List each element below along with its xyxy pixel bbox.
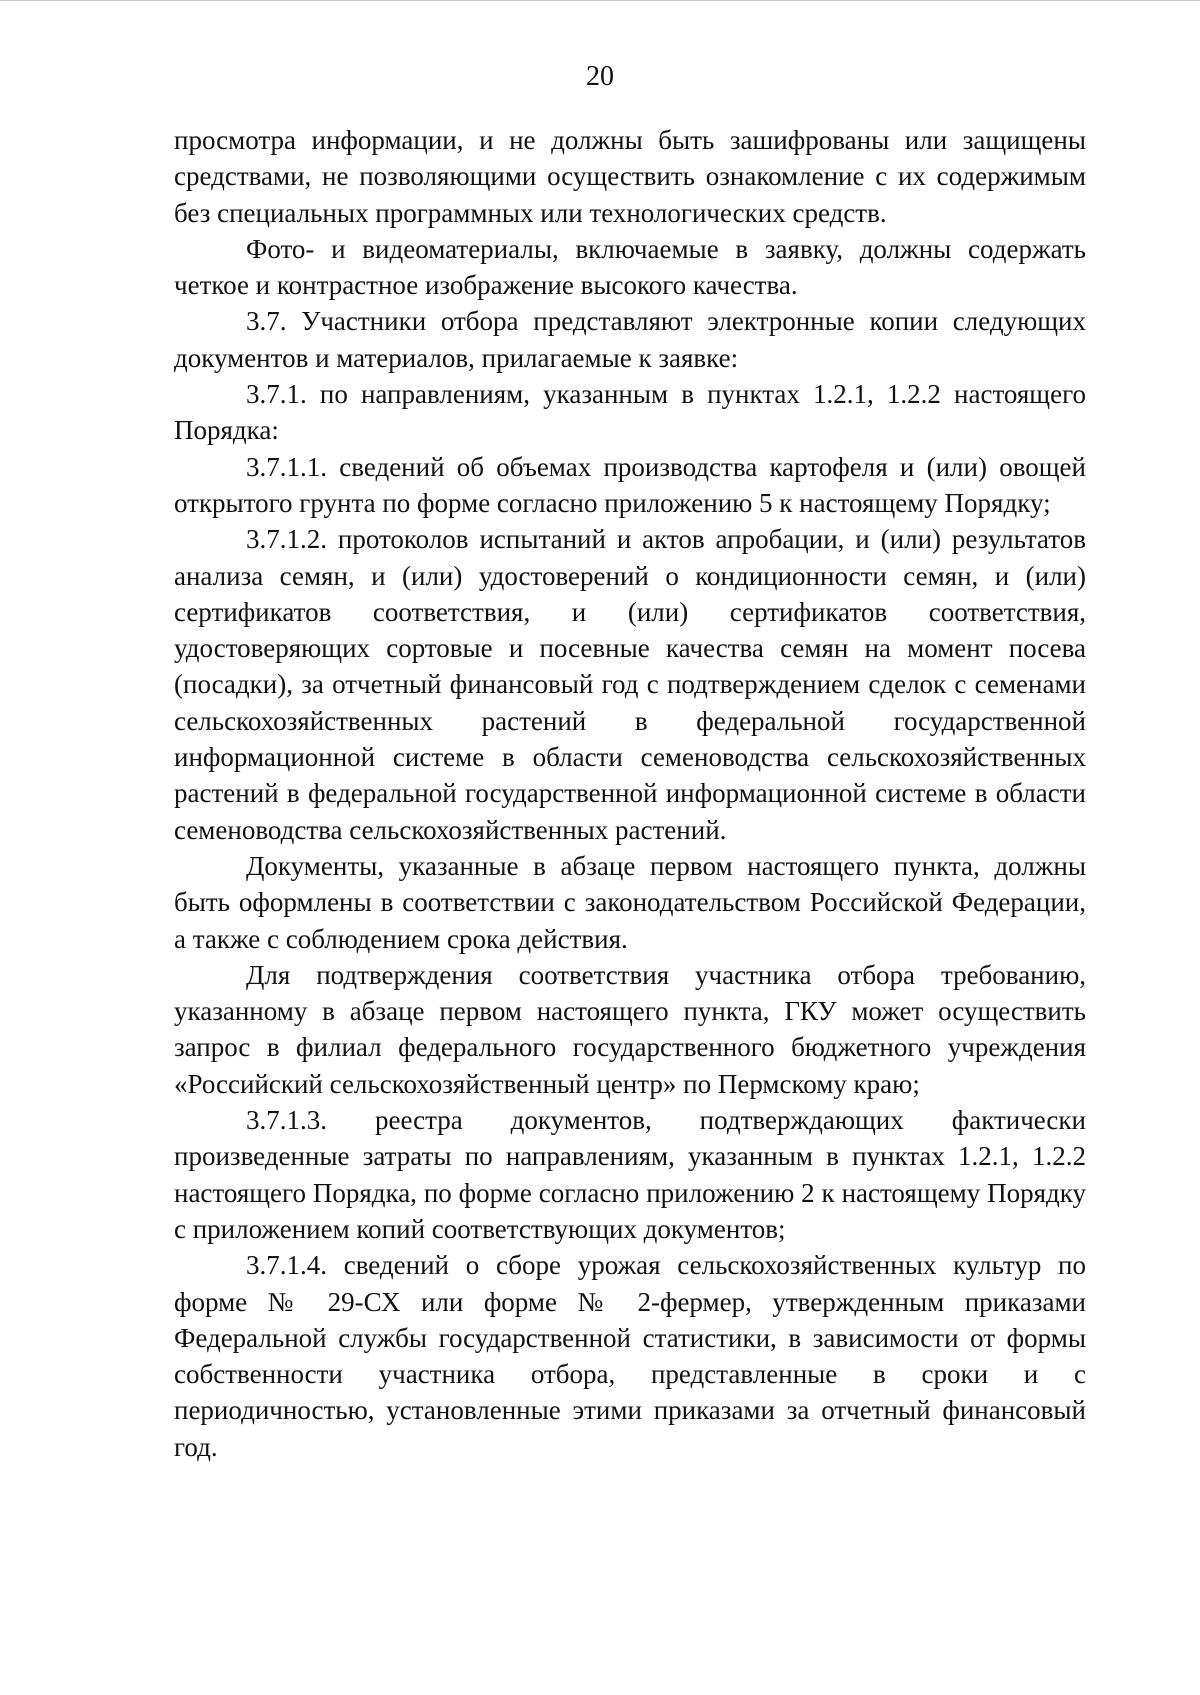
paragraph-photo-video: Фото- и видеоматериалы, включаемые в заявку, должны содержать четкое и контрастное изображение высокого качества. (174, 233, 1086, 301)
document-body (174, 122, 1086, 1465)
page-number: 20 (586, 61, 614, 92)
paragraph-3-7-1-3: 3.7.1.3. реестра документов, подтверждающих фактически произведенные затраты по направлениям, указанным в пунктах 1.2.1, 1.2.2 настоящего Порядка, по форме согласно приложению 2 к настоящему Порядку с приложением копий соответствующих документов; (174, 1105, 1086, 1244)
paragraph-3-7-1-2: 3.7.1.2. протоколов испытаний и актов апробации, и (или) результатов анализа семян, и (или) удостоверений о кондиционности семян, и (или) сертификатов соответствия, и (или) сертификатов соответствия, удостоверяющих сортовые и посевные качества семян на момент посева (посадки), за отчетный финансовый год с подтверждением сделок с семенами сельскохозяйственных растений в федеральной государственной информационной системе в области семеноводства сельскохозяйственных растений в федеральной государственной информационной системе в области семеноводства сельскохозяйственных растений. (174, 524, 1086, 845)
paragraph-3-7-1-4: 3.7.1.4. сведений о сборе урожая сельскохозяйственных культур по форме № 29-СХ или форме № 2-фермер, утвержденным приказами Федеральной службы государственной статистики, в зависимости от формы собственности участника отбора, представленные в сроки и с периодичностью, установленные этими приказами за отчетный финансовый год. (174, 1250, 1086, 1462)
page-top-edge (0, 0, 1200, 1)
paragraph-3-7: 3.7. Участники отбора представляют электронные копии следующих документов и материалов, прилагаемые к заявке: (174, 306, 1086, 373)
paragraph-confirmation: Для подтверждения соответствия участника отбора требованию, указанному в абзаце первом настоящего пункта, ГКУ может осуществить запрос в филиал федерального государственного бюджетного учреждения «Российский сельскохозяйственный центр» по Пермскому краю; (174, 959, 1086, 1099)
paragraph-continuation: просмотра информации, и не должны быть зашифрованы или защищены средствами, не позволяющими осуществить ознакомление с их содержимым без специальных программных или технологических средств. (174, 125, 1086, 228)
paragraph-3-7-1: 3.7.1. по направлениям, указанным в пунктах 1.2.1, 1.2.2 настоящего Порядка: (174, 379, 1086, 446)
paragraph-3-7-1-1: 3.7.1.1. сведений об объемах производства картофеля и (или) овощей открытого грунта по форме согласно приложению 5 к настоящему Порядку; (174, 451, 1086, 518)
paragraph-documents: Документы, указанные в абзаце первом настоящего пункта, должны быть оформлены в соответствии с законодательством Российской Федерации, а также с соблюдением срока действия. (174, 850, 1086, 954)
